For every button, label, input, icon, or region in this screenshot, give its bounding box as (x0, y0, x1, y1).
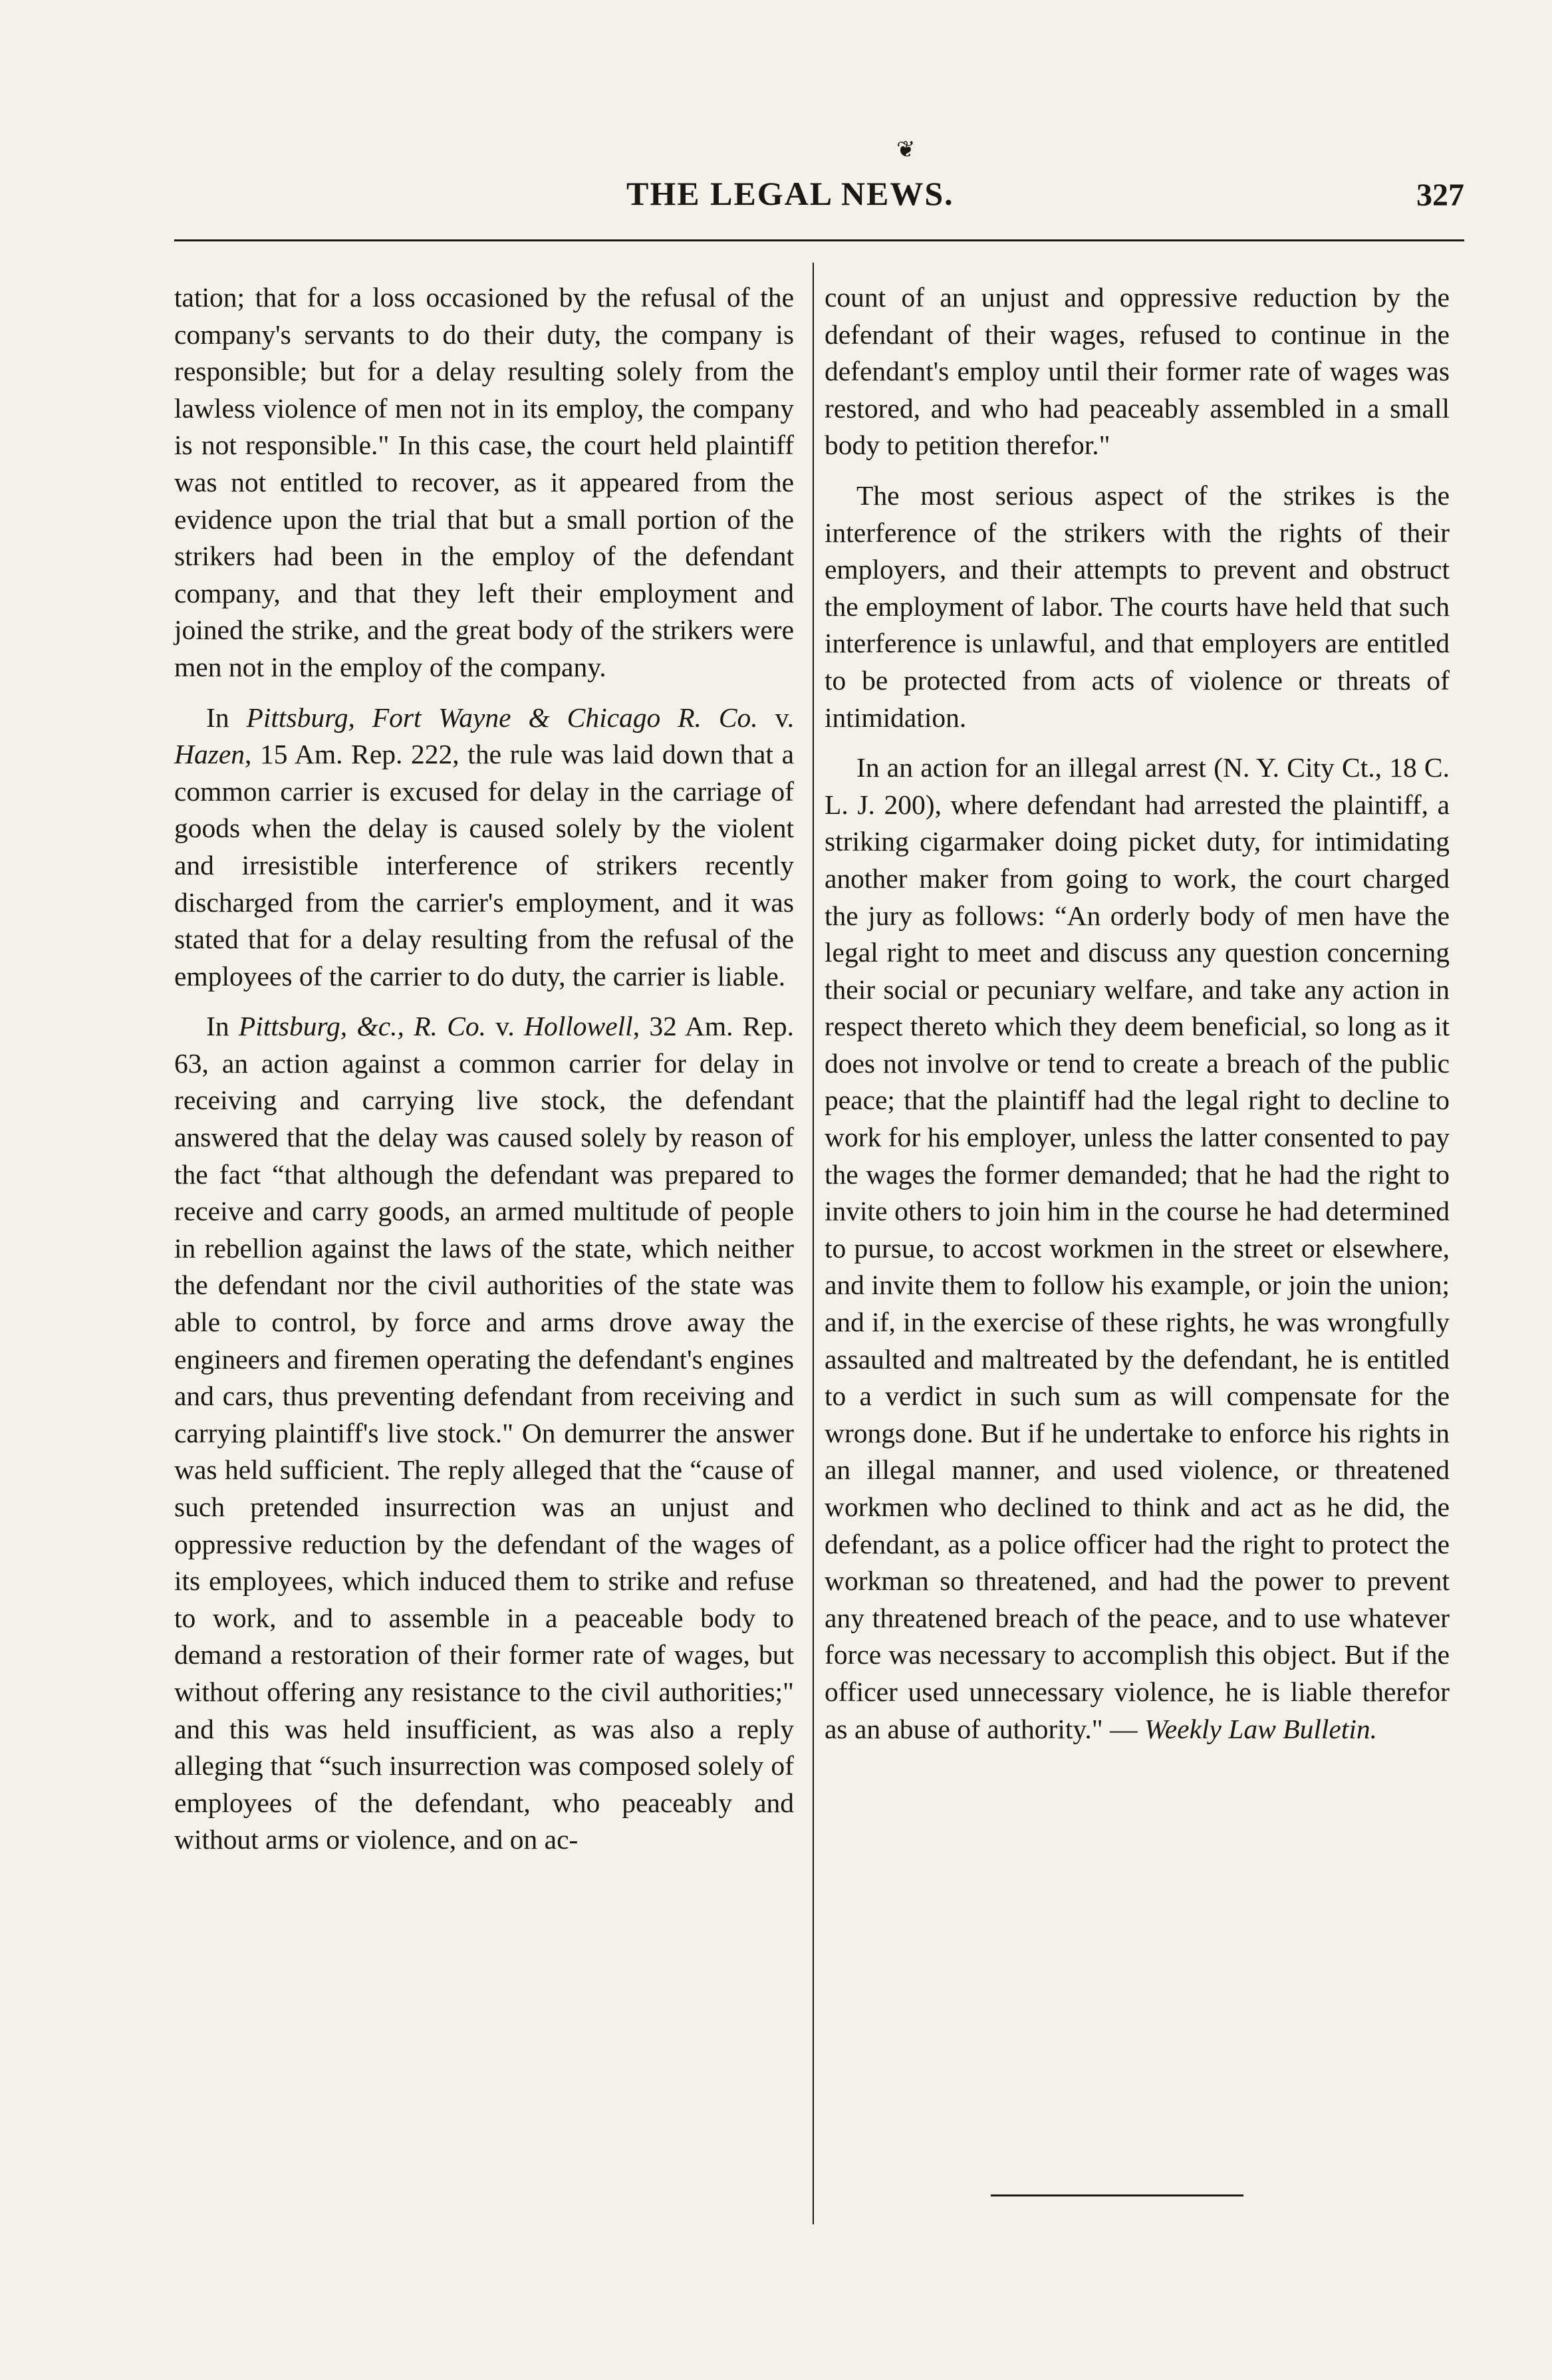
printer-ornament-icon: ❦ (896, 138, 916, 162)
journal-title: THE LEGAL NEWS. (626, 175, 954, 212)
column-divider (813, 263, 814, 2224)
text-run: v. (486, 1011, 525, 1042)
case-party: Hazen (174, 739, 245, 770)
case-name: Pittsburg, &c., R. Co. (238, 1011, 487, 1042)
end-of-article-rule (991, 2194, 1243, 2196)
text-run: In (206, 1011, 239, 1042)
text-run: In (206, 702, 247, 733)
header-rule (174, 239, 1464, 241)
source-citation: Weekly Law Bulletin. (1144, 1713, 1377, 1744)
case-name: Pittsburg, Fort Wayne & Chicago R. Co. (246, 702, 758, 733)
paragraph: The most serious aspect of the strikes is the interference of the strikers with the rights of their employers, and their attempts to prevent and obstruct the employment of labor. The courts have held that such interference is unlawful, and that employers are entitled to be protected from acts of violence or threats of intimidation. (825, 479, 1450, 733)
paragraph: count of an unjust and oppressive reduction by the defendant of their wages, refused to continue in the defendant's employ until their former rate of wages was restored, and who had peaceably assembled in a small body to petition therefor." (825, 282, 1450, 461)
page-number: 327 (1416, 178, 1464, 213)
text-run: In an action for an illegal arrest (N. Y. City Ct., 18 C. L. J. 200), where defendant had arrested the plaintiff, a striking cigarmaker doing picket duty, for intimidating another maker from going to work, the court charged the jury as follows: “An orderly body of men have the legal right to meet and discuss any question concerning their social or pecuniary welfare, and take any action in respect thereto which they deem beneficial, so long as it does not involve or tend to create a breach of the public peace; that the plaintiff had the legal right to decline to work for his employer, unless the latter consented to pay the wages the former demanded; that he had the right to invite others to join him in the course he had determined to pursue, to accost workmen in the street or elsewhere, and invite them to follow his example, or join the union; and if, in the exercise of these rights, he was wrongfully assaulted and maltreated by the defendant, he is entitled to a verdict in such sum as will compensate for the wrongs done. But if he undertake to enforce his rights in an illegal manner, and used violence, or threatened workmen who declined to think and act as he did, the defendant, as a police officer had the right to protect the workman so threatened, and had the power to prevent any threatened breach of the peace, and to use whatever force was necessary to accomplish this object. But if the officer used unnecessary violence, he is liable therefor as an abuse of authority." — (825, 752, 1450, 1744)
case-party: Hollowell (524, 1011, 633, 1042)
right-column (825, 279, 1450, 1748)
paragraph (825, 749, 1450, 1748)
text-run: v. (757, 702, 795, 733)
text-run: , 32 Am. Rep. 63, an action against a common carrier for delay in receiving and carrying live stock, the defendant answered that the delay was caused solely by reason of the fact “that although the defendant was prepared to receive and carry goods, an armed multitude of people in rebellion against the laws of the state, which neither the defendant nor the civil authorities of the state was able to control, by force and arms drove away the engineers and firemen operating the defendant's engines and cars, thus preventing defendant from receiving and carrying plaintiff's live stock." On demurrer the answer was held sufficient. The reply alleged that the “cause of such pretended insurrection was an unjust and oppressive reduction by the defendant of the wages of its employees, which induced them to strike and refuse to work, and to assemble in a peaceable body to demand a restoration of their former rate of wages, but without offering any resistance to the civil authorities;" and this was held insufficient, as was also a reply alleging that “such insurrection was composed solely of employees of the defendant, who peaceably and without arms or violence, and on ac- (174, 1011, 794, 1855)
paragraph (174, 1008, 794, 1859)
paragraph: tation; that for a loss occasioned by the refusal of the company's servants to do their duty, the company is responsible; but for a delay resulting solely from the lawless violence of men not in its employ, the company is not responsible." In this case, the court held plaintiff was not entitled to recover, as it appeared from the evidence upon the trial that but a small portion of the strikers had been in the employ of the defendant company, and that they left their employment and joined the strike, and the great body of the strikers were men not in the employ of the company. (174, 282, 794, 682)
left-column (174, 279, 794, 1859)
text-run: , 15 Am. Rep. 222, the rule was laid down that a common carrier is excused for delay in the carriage of goods when the delay is caused solely by the violent and irresistible interference of strikers recently discharged from the carrier's employment, and it was stated that for a delay resulting from the refusal of the employees of the carrier to do duty, the carrier is liable. (174, 739, 794, 992)
running-header (174, 174, 1464, 227)
paragraph (174, 700, 794, 995)
